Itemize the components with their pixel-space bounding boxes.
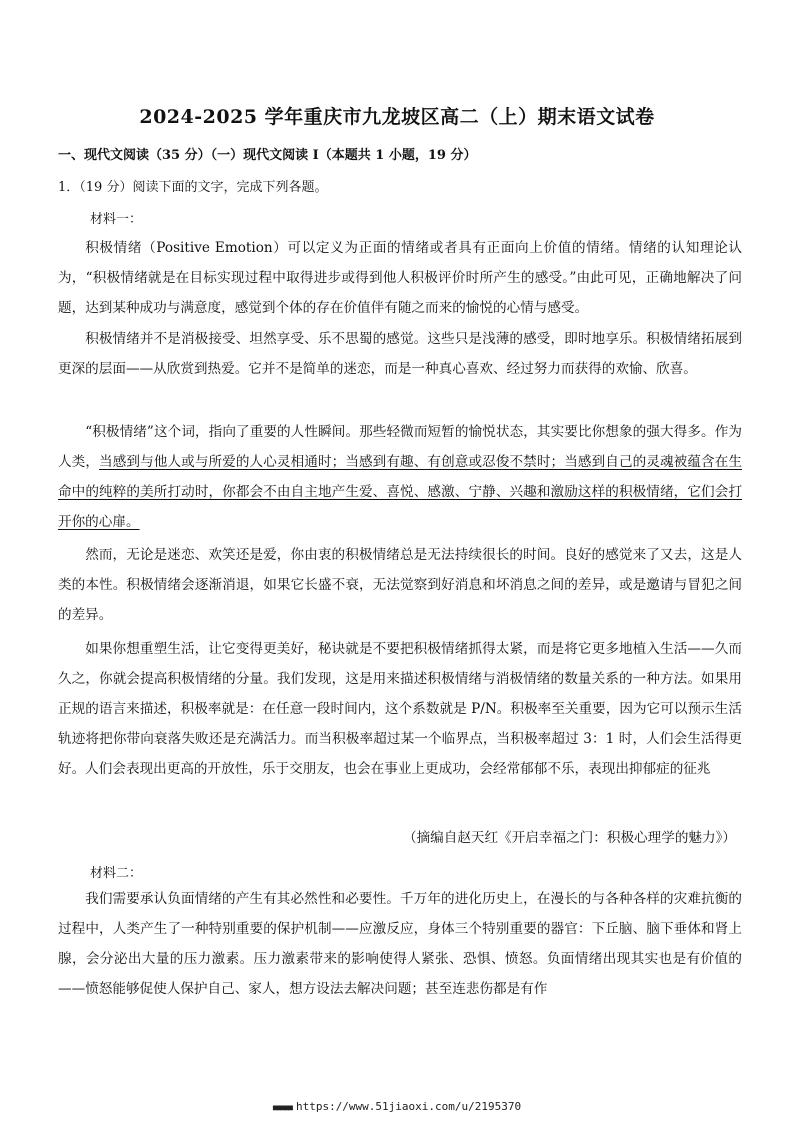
section-heading: 一、现代文阅读（35 分）（一）现代文阅读 I（本题共 1 小题，19 分）	[58, 148, 477, 163]
underlined-passage: 当感到与他人或与所爱的人心灵相通时；当感到有趣、有创意或忍俊不禁时；当感到自己的灵魂被蕴含在生命中的纯粹的美所打动时，你都会不由自主地产生爱、喜悦、感激、宁静、兴趣和激励这样的积极情绪，它们会打开你的心扉。	[58, 454, 742, 530]
source-citation: （摘编自赵天红《开启幸福之门：积极心理学的魅力》）	[402, 830, 736, 846]
paragraph-6: 我们需要承认负面情绪的产生有其必然性和必要性。千万年的进化历史上，在漫长的与各种各样的灾难抗衡的过程中，人类产生了一种特别重要的保护机制——应激反应，身体三个特别重要的器官：下丘脑、脑下垂体和肾上腺，会分泌出大量的压力激素。压力激素带来的影响使得人紧张、恐惧、愤怒。负面情绪出现其实也是有价值的——愤怒能够促使人保护自己、家人，想方设法去解决问题；甚至连悲伤都是有作	[58, 891, 742, 997]
paragraph-2: 积极情绪并不是消极接受、坦然享受、乐不思蜀的感觉。这些只是浅薄的感受，即时地享乐。积极情绪拓展到更深的层面——从欣赏到热爱。它并不是简单的迷恋，而是一种真心喜欢、经过努力而获得的欢愉、欣喜。	[58, 331, 742, 377]
paragraph-4: 然而，无论是迷恋、欢笑还是爱，你由衷的积极情绪总是无法持续很长的时间。良好的感觉来了又去，这是人类的本性。积极情绪会逐渐消退，如果它长盛不衰，无法觉察到好消息和坏消息之间的差异，或是邀请与冒犯之间的差异。	[58, 547, 742, 623]
paragraph-5: 如果你想重塑生活，让它变得更美好，秘诀就是不要把积极情绪抓得太紧，而是将它更多地植入生活——久而久之，你就会提高积极情绪的分量。我们发现，这是用来描述积极情绪与消极情绪的数量关系的一种方法。如果用正规的语言来描述，积极率就是：在任意一段时间内，这个系数就是 P/N。积极率至关重要，因为它可以预示生活轨迹将把你带向衰落失败还是充满活力。而当积极率超过某一个临界点，当积极率超过 3：1 时，人们会生活得更好。人们会表现出更高的开放性，乐于交朋友，也会在事业上更成功，会经常郁郁不乐，表现出抑郁症的征兆	[58, 641, 742, 777]
paragraph-1: 积极情绪（Positive Emotion）可以定义为正面的情绪或者具有正面向上价值的情绪。情绪的认知理论认为，“积极情绪就是在目标实现过程中取得进步或得到他人积极评价时所产生的感受。”由此可见，正确地解决了问题，达到某种成功与满意度，感觉到个体的存在价值伴有随之而来的愉悦的心情与感受。	[58, 240, 742, 316]
material-2-label: 材料二：	[90, 866, 143, 881]
question-stem: 1．（19 分）阅读下面的文字，完成下列各题。	[58, 180, 328, 195]
material-1-label: 材料一：	[90, 212, 143, 227]
exam-title: 2024-2025 学年重庆市九龙坡区高二（上）期末语文试卷	[139, 106, 655, 128]
footer-mark: ■■■■■	[272, 1103, 292, 1112]
paragraph-3-text: “积极情绪”这个词，指向了重要的人性瞬间。那些轻微而短暂的愉悦状态，其实要比你想象的强大得多。作为人类，	[58, 424, 742, 470]
footer-url[interactable]: https://www.51jiaoxi.com/u/2195370	[295, 1100, 522, 1113]
paragraph-3	[58, 417, 742, 537]
page-footer	[0, 1100, 794, 1113]
